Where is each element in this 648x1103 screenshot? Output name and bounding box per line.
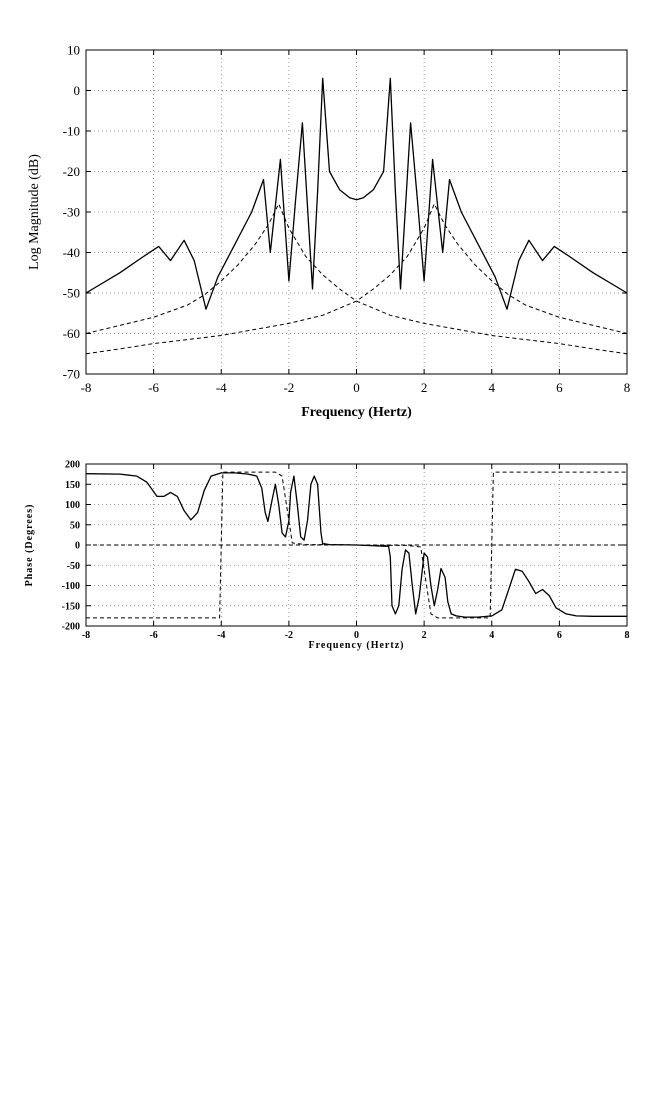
y-tick-label: -100 — [61, 581, 80, 592]
y-tick-label: 0 — [75, 540, 80, 552]
magnitude-ticks — [63, 43, 631, 396]
y-tick-label: -50 — [66, 560, 80, 572]
x-tick-label: -8 — [80, 380, 92, 395]
x-tick-label: 4 — [489, 630, 495, 641]
x-tick-label: -2 — [284, 630, 294, 641]
phase-x-axis-label: Frequency (Hertz) — [308, 640, 405, 651]
phase-ticks — [62, 460, 630, 642]
x-tick-label: -8 — [81, 630, 91, 641]
x-tick-label: 0 — [353, 380, 360, 395]
magnitude-grid — [86, 50, 627, 374]
x-tick-label: -6 — [148, 380, 160, 395]
x-tick-label: -4 — [217, 630, 226, 641]
x-tick-label: -4 — [215, 380, 227, 395]
magnitude-series — [86, 78, 627, 354]
y-tick-label: -10 — [62, 123, 80, 139]
magnitude-x-axis-label: Frequency (Hertz) — [301, 405, 412, 420]
x-tick-label: 4 — [488, 380, 495, 395]
y-tick-label: -30 — [62, 204, 80, 220]
y-tick-label: 150 — [65, 479, 80, 491]
y-tick-label: 50 — [70, 520, 80, 532]
y-tick-label: 100 — [65, 500, 80, 511]
y-tick-label: -50 — [62, 285, 80, 301]
magnitude-y-axis-label: Log Magnitude (dB) — [27, 154, 42, 270]
x-tick-label: -2 — [283, 380, 295, 395]
magnitude-chart — [27, 43, 630, 421]
x-tick-label: 6 — [556, 630, 562, 641]
x-tick-label: 6 — [556, 380, 563, 395]
y-tick-label: 200 — [65, 459, 80, 471]
y-tick-label: 0 — [73, 83, 80, 98]
y-tick-label: -20 — [62, 164, 80, 179]
x-tick-label: 0 — [354, 630, 359, 641]
y-tick-label: -60 — [62, 326, 80, 341]
x-tick-label: 8 — [623, 380, 631, 395]
x-tick-label: 2 — [421, 630, 427, 641]
y-tick-label: -150 — [61, 601, 80, 613]
phase-chart — [24, 460, 630, 652]
y-tick-label: 10 — [67, 42, 80, 58]
y-tick-label: -40 — [62, 245, 80, 260]
y-tick-label: -70 — [62, 366, 80, 382]
y-tick-label: -200 — [61, 621, 80, 633]
x-tick-label: 2 — [420, 380, 428, 395]
phase-y-axis-label: Phase (Degrees) — [24, 503, 35, 587]
x-tick-label: 8 — [624, 630, 630, 641]
x-tick-label: -6 — [149, 630, 158, 641]
